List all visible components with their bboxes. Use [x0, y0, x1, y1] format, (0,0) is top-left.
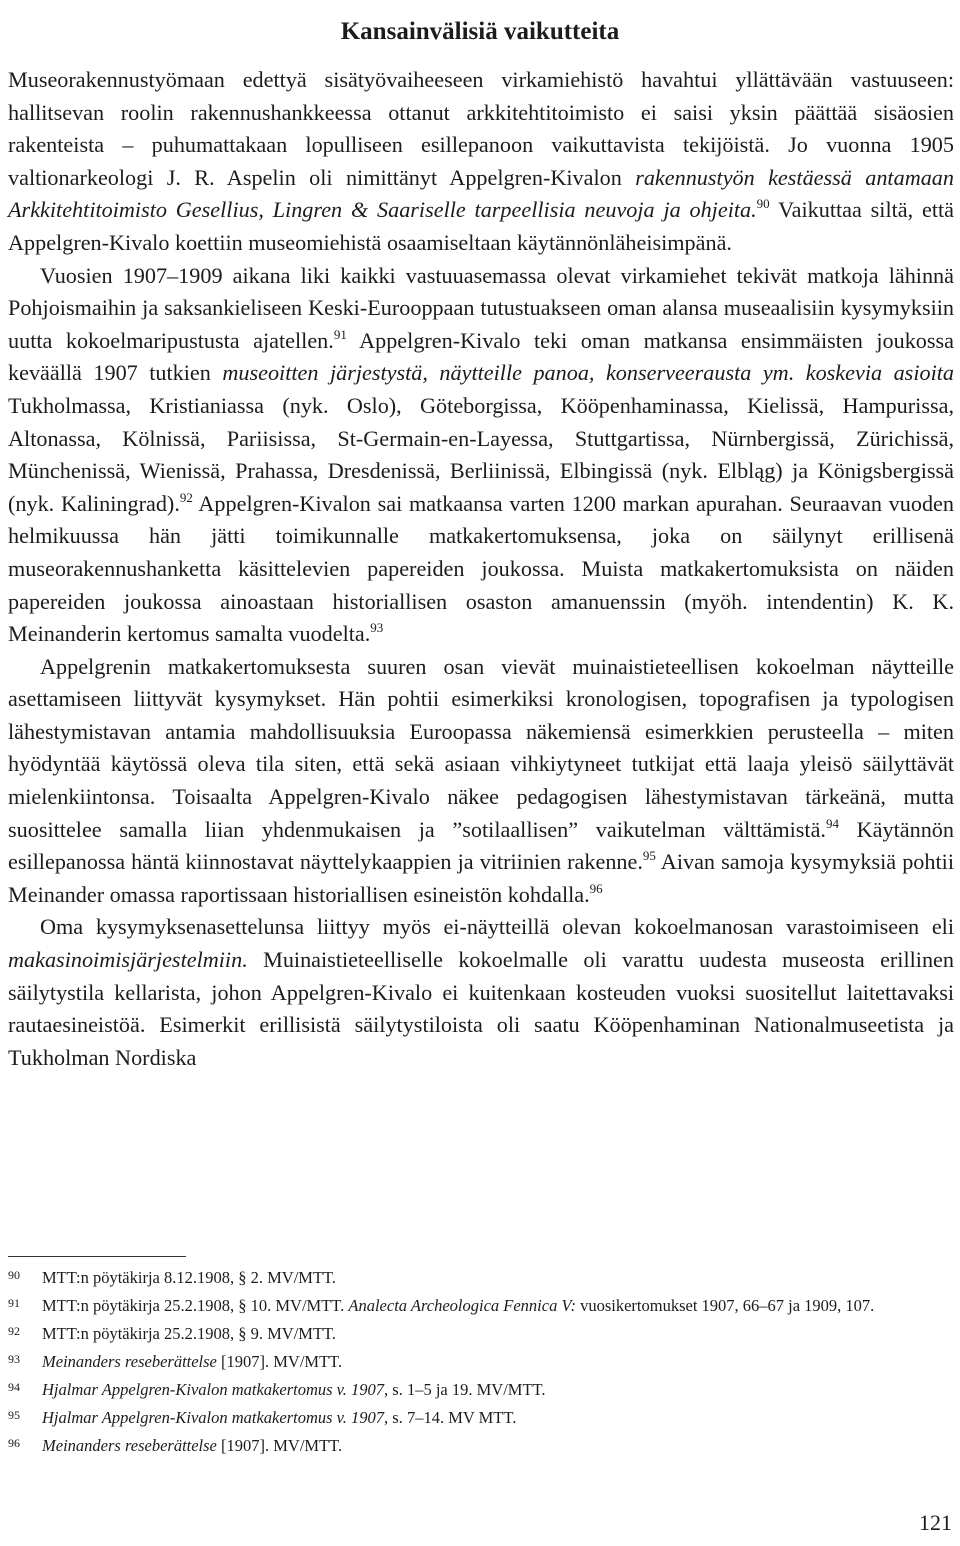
text-run: [1907]. MV/MTT. — [216, 1436, 343, 1455]
text-run: Vaikuttaa siltä, että Appelgren-Kivalo koettiin museomiehistä osaamiseltaan käytännönläheisimpänä. — [8, 197, 954, 255]
section-title: Kansainvälisiä vaikutteita — [340, 17, 620, 45]
footnote-divider — [8, 1256, 186, 1257]
footnote-number: 96 — [8, 1436, 20, 1450]
paragraph-3 — [8, 651, 954, 912]
footnote-number: 95 — [8, 1408, 20, 1422]
footnote-90 — [8, 1266, 954, 1289]
text-run: Muinaistieteelliselle kokoelmalle oli varattu uudesta museosta erillinen säilytystila kellarista, johon Appelgren-Kivalo ei kuitenkaan kosteuden vuoksi suositellut laitettavaksi rautaesineistöä. Esimerkit erillisistä säilytystiloista oli saatu Kööpenhaminan Nationalmuseetista ja Tukholman Nordiska — [8, 947, 954, 1070]
footnote-ref: 93 — [370, 620, 384, 636]
footnote-ref: 94 — [825, 815, 839, 831]
text-run: [1907]. MV/MTT. — [216, 1352, 343, 1371]
text-run: Aivan samoja kysymyksiä pohtii Meinander omassa raportissaan historiallisen esineistön kohdalla. — [8, 849, 954, 907]
text-run: MTT:n pöytäkirja 8.12.1908, § 2. MV/MTT. — [42, 1268, 337, 1287]
footnote-text — [42, 1350, 954, 1373]
footnotes — [8, 1266, 954, 1462]
footnote-number: 92 — [8, 1324, 20, 1338]
footnote-ref: 90 — [756, 196, 770, 212]
footnote-text — [42, 1322, 954, 1345]
italic-title: Analecta Archeologica Fennica V: — [348, 1296, 576, 1315]
text-run: MTT:n pöytäkirja 25.2.1908, § 10. MV/MTT. — [42, 1296, 349, 1315]
italic-title: Meinanders reseberättelse — [42, 1352, 217, 1371]
body-text — [8, 64, 954, 1074]
footnote-95 — [8, 1406, 954, 1429]
text-run: Tukholmassa, Kristianiassa (nyk. Oslo), Göteborgissa, Kööpenhaminassa, Kielissä, Hampurissa, Altonassa, Kölnissä, Pariisissa, St-Germain-en-Layessa, Stuttgartissa, Nürnbergissä, Zürichissä, Münchenissä, Wienissä, Prahassa, Dresdenissä, Berliinissä, Elbingissä (nyk. Elbląg) ja Königsbergissä (nyk. Kaliningrad). — [8, 392, 954, 516]
italic-title: Meinanders reseberättelse — [42, 1436, 217, 1455]
footnote-number: 90 — [8, 1268, 20, 1282]
footnote-92 — [8, 1322, 954, 1345]
italic-quote: museoitten järjestystä, näytteille panoa, konserveerausta ym. koskevia asioita — [222, 360, 954, 386]
footnote-text — [42, 1266, 954, 1289]
text-run: , s. 7–14. MV MTT. — [384, 1408, 517, 1427]
italic-quote: rakennustyön kestäessä antamaan Arkkitehtitoimisto Gesellius, Lingren & Saariselle tarpeellisia neuvoja ja ohjeita. — [8, 164, 954, 223]
footnote-number: 94 — [8, 1380, 20, 1394]
italic-title: Hjalmar Appelgren-Kivalon matkakertomus v. 1907 — [42, 1408, 385, 1427]
paragraph-1 — [8, 64, 954, 260]
text-run: Appelgrenin matkakertomuksesta suuren osan vievät muinaistieteellisen kokoelman näytteille asettamiseen liittyvät kysymykset. Hän pohtii esimerkiksi kronologisen, topografisen ja typologisen lähestymistavan antamia mahdollisuuksia Euroopassa näkemiensä esimerkkien perusteella – miten hyödyntää käytössä oleva tila siten, että sekä asiaan vihkiytyneet tutkijat että laaja yleisö säilyttävät mielenkiintonsa. Toisaalta Appelgren-Kivalo näkee pedagogisen lähestymistavan tärkeänä, mutta suosittelee samalla liian yhdenmukaisen ja ”sotilaallisen” vaikutelman välttämistä. — [8, 653, 954, 842]
paragraph-2 — [8, 260, 954, 651]
footnote-number: 91 — [8, 1296, 20, 1310]
text-run: vuosikertomukset 1907, 66–67 ja 1909, 107. — [575, 1296, 875, 1315]
italic-term: makasinoimisjärjestelmiin. — [8, 947, 248, 973]
footnote-ref: 96 — [589, 880, 603, 896]
footnote-text — [42, 1378, 954, 1401]
text-run: Appelgren-Kivalon sai matkaansa varten 1200 markan apurahan. Seuraavan vuoden helmikuussa hän jätti toimikunnalle matkakertomuksensa, joka on säilynyt erillisenä museorakennushanketta käsittelevien papereiden joukossa. Muista matkakertomuksista on näiden papereiden joukossa ainoastaan historiallisen osaston amanuenssin (myöh. intendentin) K. K. Meinanderin kertomus samalta vuodelta. — [8, 490, 954, 647]
text-run: Käytännön esillepanossa häntä kiinnostavat näyttelykaappien ja vitriinien rakenne. — [8, 816, 954, 875]
footnote-number: 93 — [8, 1352, 20, 1366]
text-run: Oma kysymyksenasettelunsa liittyy myös ei-näytteillä olevan kokoelmanosan varastoimiseen eli — [40, 914, 954, 940]
footnote-ref: 92 — [179, 489, 193, 505]
footnote-96 — [8, 1434, 954, 1457]
footnote-91 — [8, 1294, 954, 1317]
footnote-text — [42, 1406, 954, 1429]
paragraph-4 — [8, 911, 954, 1074]
footnote-text — [42, 1434, 954, 1457]
text-run: MTT:n pöytäkirja 25.2.1908, § 9. MV/MTT. — [42, 1324, 337, 1343]
footnote-94 — [8, 1378, 954, 1401]
text-run: , s. 1–5 ja 19. MV/MTT. — [384, 1380, 546, 1399]
italic-title: Hjalmar Appelgren-Kivalon matkakertomus v. 1907 — [42, 1380, 385, 1399]
text-run: Appelgren-Kivalo teki oman matkansa ensimmäisten joukossa keväällä 1907 tutkien — [8, 327, 955, 386]
footnote-ref: 91 — [333, 326, 347, 342]
footnote-text — [42, 1294, 954, 1317]
footnote-ref: 95 — [642, 848, 656, 864]
text-run: Museorakennustyömaan edettyä sisätyövaiheeseen virkamiehistö havahtui yllättävään vastuuseen: hallitsevan roolin rakennushankkeessa ottanut arkkitehtitoimisto ei saisi yksin päättää sisäosien rakenteista – puhumattakaan lopulliseen esillepanoon vaikuttavista tekijöistä. Jo vuonna 1905 valtionarkeologi J. R. Aspelin oli nimittänyt Appelgren-Kivalon — [8, 67, 954, 190]
text-run: Vuosien 1907–1909 aikana liki kaikki vastuuasemassa olevat virkamiehet tekivät matkoja lähinnä Pohjoismaihin ja saksankieliseen Keski-Eurooppaan tutustuakseen oman alansa museaalisiin kysymyksiin uutta kokoelmaripustusta ajatellen. — [8, 262, 954, 353]
page-number: 121 — [919, 1510, 952, 1535]
footnote-93 — [8, 1350, 954, 1373]
